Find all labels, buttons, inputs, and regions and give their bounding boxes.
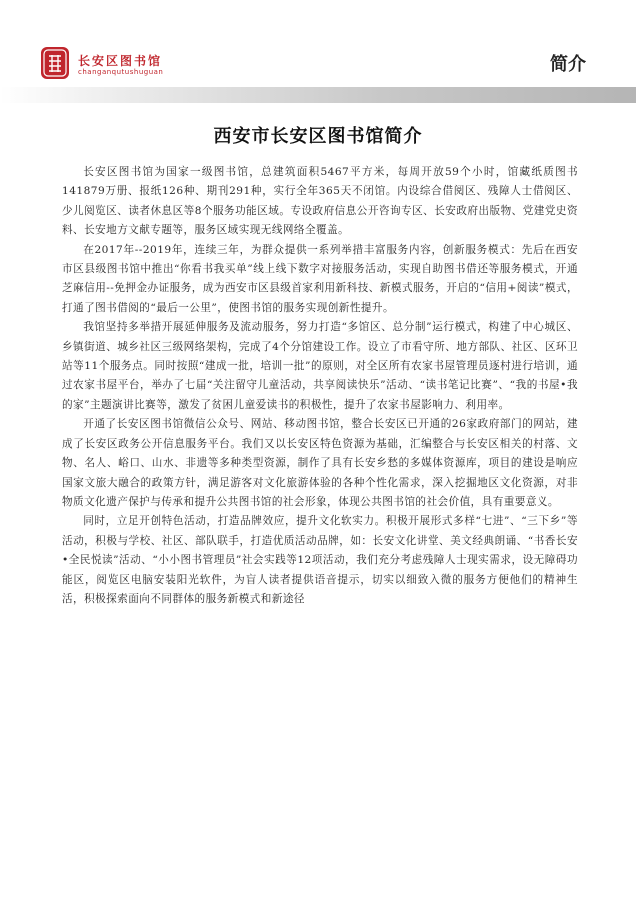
library-seal-icon	[40, 46, 70, 80]
header-gradient-band	[0, 87, 636, 103]
page-header	[0, 0, 636, 120]
section-label: 简介	[550, 54, 586, 75]
library-logo-pinyin: changanqutushuguan	[78, 68, 164, 76]
paragraph: 开通了长安区图书馆微信公众号、网站、移动图书馆，整合长安区已开通的26家政府部门的网站，建成了长安区政务公开信息服务平台。我们又以长安区特色资源为基础，汇编整合与长安区相关的村落、文物、名人、峪口、山水、非遗等多种类型资源，制作了具有长安乡愁的多媒体资源库，项目的建设是响应国家文旅大融合的政策方针，满足游客对文化旅游体验的各种个性化需求，深入挖掘地区文化资源，对非物质文化遗产保护与传承和提升公共图书馆的社会形象，体现公共图书馆的社会价值，具有重要意义。	[62, 418, 578, 508]
paragraph: 长安区图书馆为国家一级图书馆，总建筑面积5467平方米，每周开放59个小时，馆藏纸质图书141879万册、报纸126种、期刊291种，实行全年365天不闭馆。内设综合借阅区、残障人士借阅区、少儿阅览区、读者休息区等8个服务功能区域。专设政府信息公开咨询专区、长安政府出版物、党建党史资料、长安地方文献专题等，服务区域实现无线网络全覆盖。	[62, 166, 578, 237]
paragraph: 我馆坚持多举措开展延伸服务及流动服务，努力打造“多馆区、总分制”运行模式，构建了中心城区、乡镇街道、城乡社区三级网络架构，完成了4个分馆建设工作。设立了市看守所、地方部队、社区、区环卫站等11个服务点。同时按照“建成一批，培训一批”的原则，对全区所有农家书屋管理员逐村进行培训，通过农家书屋平台，举办了七届“关注留守儿童活动，共享阅读快乐”活动、“读书笔记比赛”、“我的书屋•我的家”主题演讲比赛等，激发了贫困儿童爱读书的积极性，提升了农家书屋影响力、利用率。	[62, 321, 578, 411]
document-title: 西安市长安区图书馆简介	[213, 126, 423, 147]
library-logo-name: 长安区图书馆	[78, 54, 163, 68]
paragraph: 同时，立足开创特色活动，打造品牌效应，提升文化软实力。积极开展形式多样“七进”、“三下乡”等活动，积极与学校、社区、部队联手，打造优质活动品牌，如：长安文化讲堂、美文经典朗诵、“书香长安•全民悦读”活动、“小小图书管理员”社会实践等12项活动，我们充分考虑残障人士现实需求，设无障碍功能区，阅览区电脑安装阳光软件，为盲人读者提供语音提示，切实以细致入微的服务方便他们的精神生活，积极探索面向不同群体的服务新模式和新途径	[62, 515, 578, 605]
document-body	[62, 163, 578, 609]
paragraph: 在2017年--2019年，连续三年，为群众提供一系列举措丰富服务内容，创新服务模式：先后在西安市区县级图书馆中推出“你看书我买单”线上线下数字对接服务活动，实现自助图书借还等服务模式，开通芝麻信用--免押金办证服务，成为西安市区县级首家利用新科技、新模式服务，开启的“信用+阅读”模式，打通了图书借阅的“最后一公里”，使图书馆的服务实现创新性提升。	[62, 243, 578, 314]
